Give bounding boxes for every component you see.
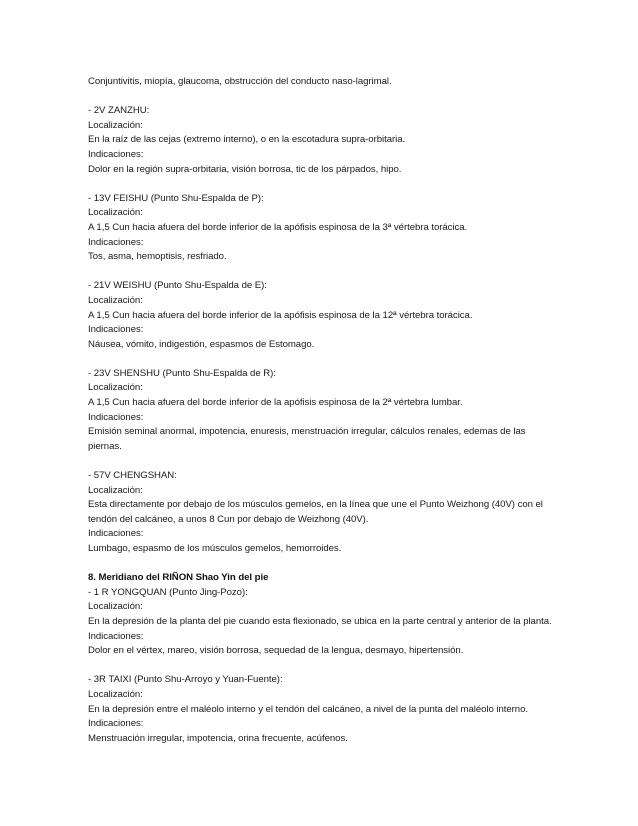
location-text: En la depresión entre el maléolo interno y el tendón del calcáneo, a nivel de la punta del maléolo interno. bbox=[88, 703, 528, 715]
indications-text: Náusea, vómito, indigestión, espasmos de Estomago. bbox=[88, 338, 315, 350]
location-text: En la raíz de las cejas (extremo interno), o en la escotadura supra-orbitaria. bbox=[88, 134, 406, 146]
spacer bbox=[88, 265, 628, 280]
location-text: A 1,5 Cun hacia afuera del borde inferior de la apófisis espinosa de la 2ª vértebra lumbar. bbox=[88, 397, 463, 409]
point-title: - 1 R YONGQUAN (Punto Jing-Pozo): bbox=[88, 586, 248, 598]
indications-text: Tos, asma, hemoptisis, resfriado. bbox=[88, 251, 227, 263]
indications-text: Dolor en el vértex, mareo, visión borrosa, sequedad de la lengua, desmayo, hipertensión. bbox=[88, 645, 464, 657]
point-title: - 57V CHENGSHAN: bbox=[88, 470, 177, 482]
point-title: - 3R TAIXI (Punto Shu-Arroyo y Yuan-Fuente): bbox=[88, 674, 283, 686]
location-text-line-2: tendón del calcáneo, a unos 8 Cun por debajo de Weizhong (40V). bbox=[88, 513, 369, 525]
indications-label: Indicaciones: bbox=[88, 236, 144, 248]
location-label: Localización: bbox=[88, 207, 143, 219]
location-text: A 1,5 Cun hacia afuera del borde inferior de la apófisis espinosa de la 12ª vértebra torácica. bbox=[88, 309, 473, 321]
point-block bbox=[88, 586, 628, 659]
point-block bbox=[88, 367, 628, 455]
indications-text-line-1: Emisión seminal anormal, impotencia, enuresis, menstruación irregular, cálculos renales, edemas de las bbox=[88, 426, 526, 438]
spacer bbox=[88, 177, 628, 192]
indications-label: Indicaciones: bbox=[88, 630, 144, 642]
indications-label: Indicaciones: bbox=[88, 718, 144, 730]
indications-text-line-2: piernas. bbox=[88, 440, 122, 452]
location-label: Localización: bbox=[88, 688, 143, 700]
spacer bbox=[88, 454, 628, 469]
location-text: A 1,5 Cun hacia afuera del borde inferior de la apófisis espinosa de la 3ª vértebra torácica. bbox=[88, 221, 468, 233]
location-label: Localización: bbox=[88, 119, 143, 131]
indications-label: Indicaciones: bbox=[88, 528, 144, 540]
indications-label: Indicaciones: bbox=[88, 411, 144, 423]
indications-text: Menstruación irregular, impotencia, orina frecuente, acúfenos. bbox=[88, 732, 348, 744]
point-block bbox=[88, 104, 628, 177]
spacer bbox=[88, 659, 628, 674]
point-title: - 21V WEISHU (Punto Shu-Espalda de E): bbox=[88, 280, 267, 292]
indications-label: Indicaciones: bbox=[88, 148, 144, 160]
point-block bbox=[88, 192, 628, 265]
spacer bbox=[88, 352, 628, 367]
document-page bbox=[88, 75, 628, 746]
point-title: - 23V SHENSHU (Punto Shu-Espalda de R): bbox=[88, 367, 276, 379]
spacer bbox=[88, 90, 628, 105]
location-label: Localización: bbox=[88, 382, 143, 394]
point-block bbox=[88, 673, 628, 746]
intro-text: Conjuntivitis, miopía, glaucoma, obstrucción del conducto naso-lagrimal. bbox=[88, 76, 392, 87]
point-block bbox=[88, 279, 628, 352]
location-text-line-1: Esta directamente por debajo de los músculos gemelos, en la línea que une el Punto Weizhong (40V) con el bbox=[88, 499, 543, 511]
indications-text: Dolor en la región supra-orbitaria, visión borrosa, tic de los párpados, hipo. bbox=[88, 163, 402, 175]
indications-label: Indicaciones: bbox=[88, 324, 144, 336]
location-text: En la depresión de la planta del pie cuando esta flexionado, se ubica en la parte central y anterior de la planta. bbox=[88, 615, 552, 627]
section-heading: 8. Meridiano del RIÑON Shao Yin del pie bbox=[88, 572, 269, 584]
indications-text: Lumbago, espasmo de los músculos gemelos, hemorroides. bbox=[88, 543, 342, 554]
location-label: Localización: bbox=[88, 294, 143, 306]
point-title: - 2V ZANZHU: bbox=[88, 105, 150, 117]
point-block bbox=[88, 469, 628, 557]
point-title: - 13V FEISHU (Punto Shu-Espalda de P): bbox=[88, 192, 264, 204]
location-label: Localización: bbox=[88, 601, 143, 613]
spacer bbox=[88, 557, 628, 572]
location-label: Localización: bbox=[88, 484, 143, 496]
